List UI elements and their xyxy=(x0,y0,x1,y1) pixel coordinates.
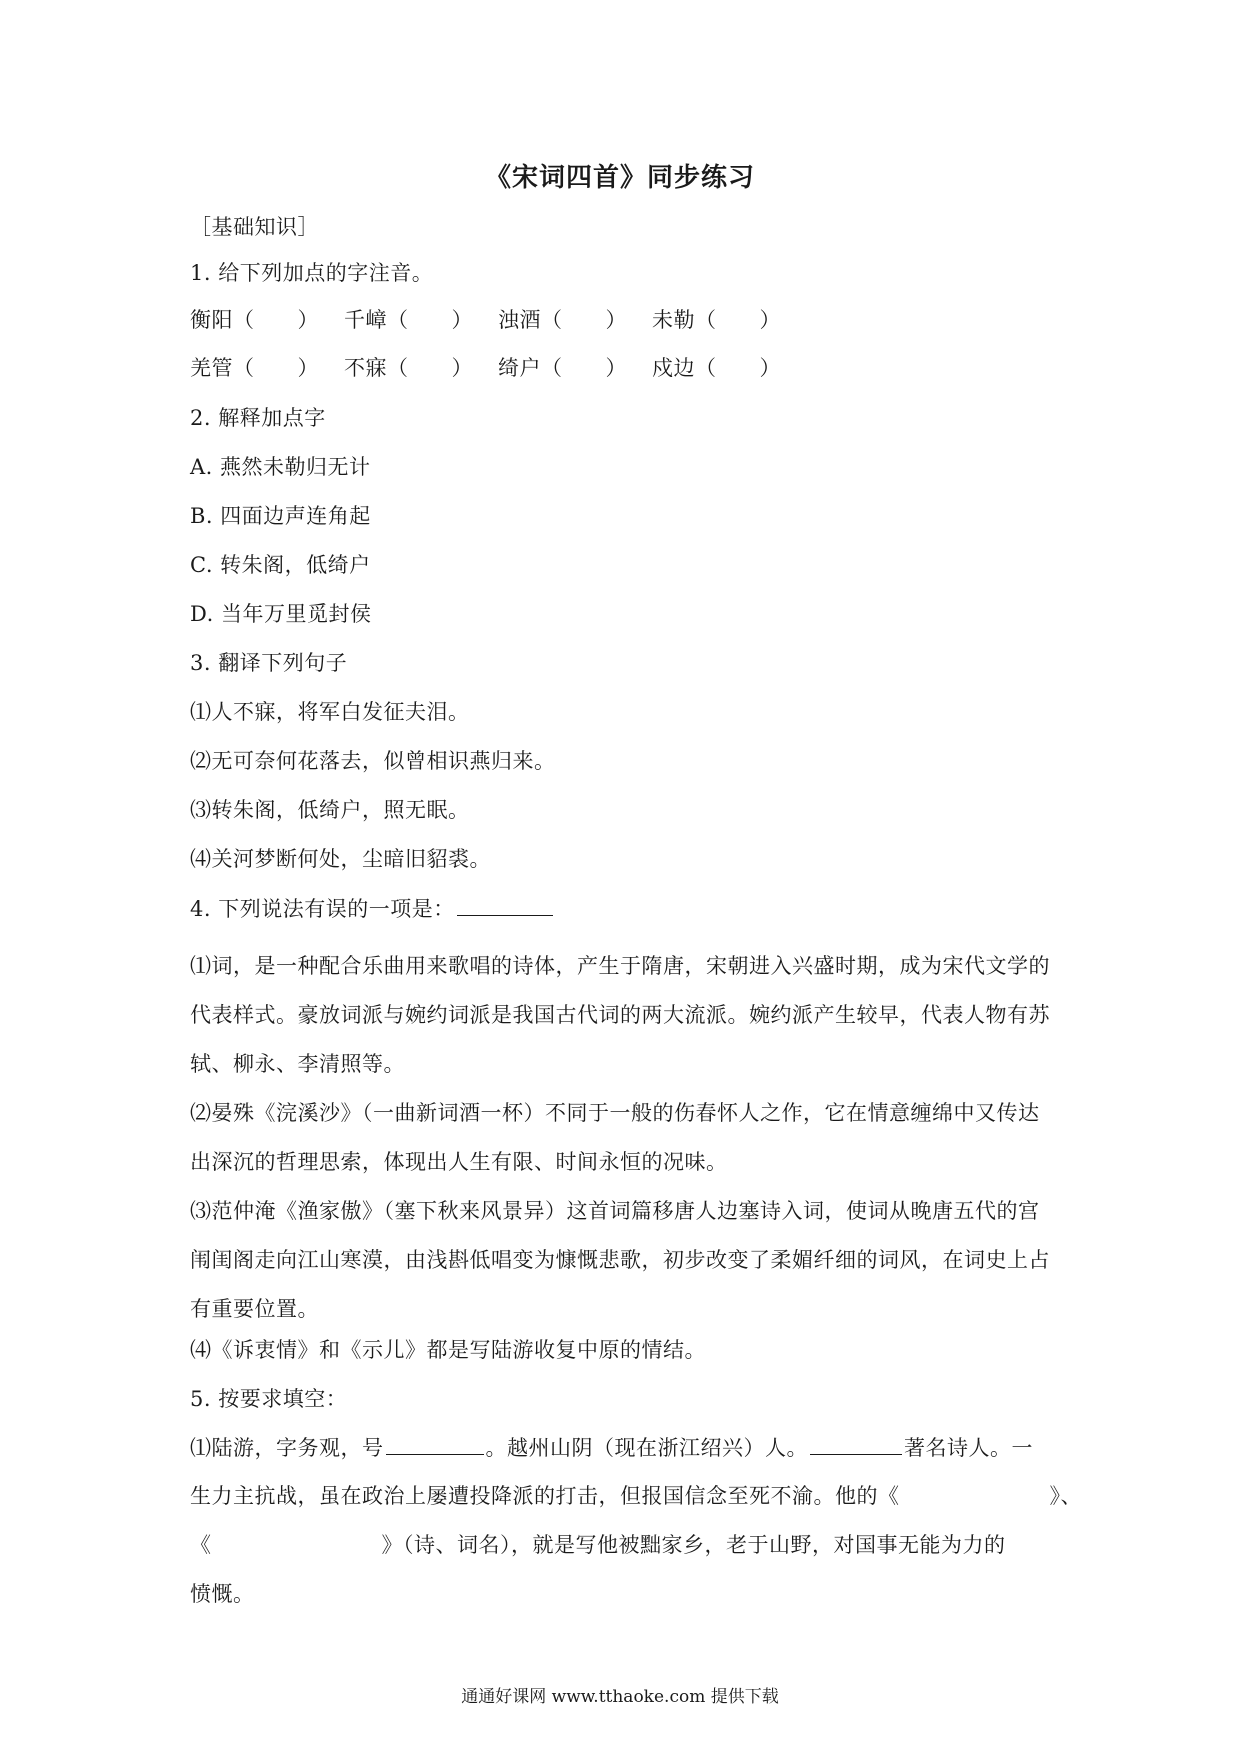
q2-prompt: 2. 解释加点字 xyxy=(190,406,326,430)
q5-line-3 xyxy=(190,1530,1006,1560)
q3-item-1: ⑴人不寐，将军白发征夫泪。 xyxy=(190,700,470,724)
q3-item-3: ⑶转朱阁，低绮户，照无眠。 xyxy=(190,798,470,822)
pinyin-item: 羌管（ ） xyxy=(190,356,319,380)
q4-item-1: ⑴词，是一种配合乐曲用来歌唱的诗体，产生于隋唐，宋朝进入兴盛时期，成为宋代文学的代表样式。豪放词派与婉约词派是我国古代词的两大流派。婉约派产生较早，代表人物有苏轼、柳永、李清照等。 xyxy=(190,954,1050,1076)
q2-item-d: D. 当年万里觅封侯 xyxy=(190,602,372,626)
q5-text: 》（诗、词名），就是写他被黜家乡，老于山野，对国事无能为力的 xyxy=(381,1533,1006,1557)
q3-prompt: 3. 翻译下列句子 xyxy=(190,651,348,675)
q2-item-b: B. 四面边声连角起 xyxy=(190,504,371,528)
section-heading: ［基础知识］ xyxy=(190,215,319,239)
pinyin-item: 浊酒（ ） xyxy=(498,308,627,332)
footer-credit: 通通好课网 www.tthaoke.com 提供下载 xyxy=(461,1687,779,1707)
pinyin-item: 不寐（ ） xyxy=(344,356,473,380)
q5-line-4: 愤慨。 xyxy=(190,1582,255,1606)
page-title: 《宋词四首》同步练习 xyxy=(484,163,755,193)
q5-line-2 xyxy=(190,1481,1082,1511)
pinyin-item: 未勒（ ） xyxy=(652,308,781,332)
answer-blank[interactable] xyxy=(386,1432,484,1455)
q5-text: 。越州山阴（现在浙江绍兴）人。 xyxy=(485,1436,808,1460)
q5-text: 著名诗人。一 xyxy=(904,1436,1033,1460)
answer-blank[interactable] xyxy=(810,1432,902,1455)
q1-row-1 xyxy=(190,305,806,335)
pinyin-item: 戍边（ ） xyxy=(652,356,781,380)
q4-item-2: ⑵晏殊《浣溪沙》（一曲新词酒一杯）不同于一般的伤春怀人之作，它在情意缠绵中又传达出深沉的哲理思索，体现出人生有限、时间永恒的况味。 xyxy=(190,1101,1040,1174)
q5-text: 《 xyxy=(190,1533,212,1557)
pinyin-item: 绮户（ ） xyxy=(498,356,627,380)
q4-prompt xyxy=(190,893,555,924)
q5-text: ⑴陆游，字务观，号 xyxy=(190,1436,384,1460)
q5-text: 》、 xyxy=(1049,1484,1082,1508)
q2-item-c: C. 转朱阁，低绮户 xyxy=(190,553,371,577)
q5-prompt: 5. 按要求填空： xyxy=(190,1387,348,1411)
answer-blank[interactable] xyxy=(457,893,553,916)
pinyin-item: 衡阳（ ） xyxy=(190,308,319,332)
q4-item-4: ⑷《诉衷情》和《示儿》都是写陆游收复中原的情结。 xyxy=(190,1338,706,1362)
q1-row-2 xyxy=(190,353,806,383)
q5-line-1 xyxy=(190,1432,1033,1463)
q2-item-a: A. 燕然未勒归无计 xyxy=(190,455,371,479)
q5-text: 生力主抗战，虽在政治上屡遭投降派的打击，但报国信念至死不渝。他的《 xyxy=(190,1484,900,1508)
q3-item-2: ⑵无可奈何花落去，似曾相识燕归来。 xyxy=(190,749,556,773)
pinyin-item: 千嶂（ ） xyxy=(344,308,473,332)
q4-item-3: ⑶范仲淹《渔家傲》（塞下秋来风景异）这首词篇移唐人边塞诗入词，使词从晚唐五代的宫闱闺阁走向江山寒漠，由浅斟低唱变为慷慨悲歌，初步改变了柔媚纤细的词风，在词史上占有重要位置。 xyxy=(190,1199,1050,1321)
q4-prompt-text: 4. 下列说法有误的一项是： xyxy=(190,897,455,921)
q3-item-4: ⑷关河梦断何处，尘暗旧貂裘。 xyxy=(190,847,491,871)
q1-prompt: 1. 给下列加点的字注音。 xyxy=(190,261,434,285)
